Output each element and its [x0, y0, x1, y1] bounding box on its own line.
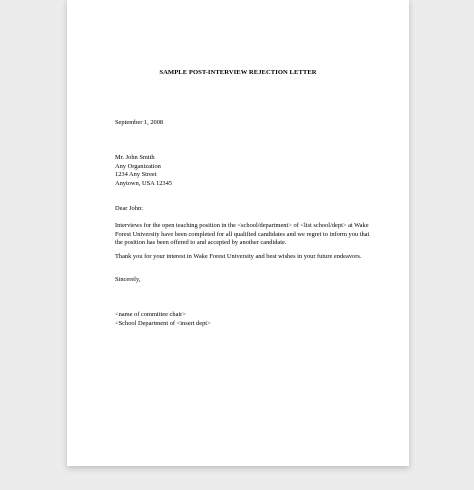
- closing: Sincerely,: [115, 276, 141, 283]
- signature-block: [115, 311, 375, 328]
- letter-date: September 1, 2008: [115, 119, 164, 126]
- body-paragraph-1: Interviews for the open teaching position in the <school/department> of <list school/dept> at Wake Forest University have been completed for all qualified candidates and we regret to inform you that the position has been offered to and accepted by another candidate.: [115, 222, 370, 247]
- recipient-name: Mr. John Smith: [115, 154, 155, 161]
- recipient-address: [115, 154, 375, 188]
- recipient-street: 1234 Any Street: [115, 171, 157, 179]
- recipient-organization: Any Organization: [115, 162, 161, 170]
- letter-title: SAMPLE POST-INTERVIEW REJECTION LETTER: [159, 69, 317, 76]
- recipient-city: Anytown, USA 12345: [115, 179, 172, 187]
- signature-department: <School Department of <insert dept>: [115, 319, 211, 327]
- signature-name: <name of committee chair>: [115, 311, 186, 318]
- letter-page: [67, 0, 409, 466]
- salutation: Dear John:: [115, 205, 143, 212]
- body-paragraph-2: Thank you for your interest in Wake Forest University and best wishes in your future endeavors.: [115, 253, 362, 260]
